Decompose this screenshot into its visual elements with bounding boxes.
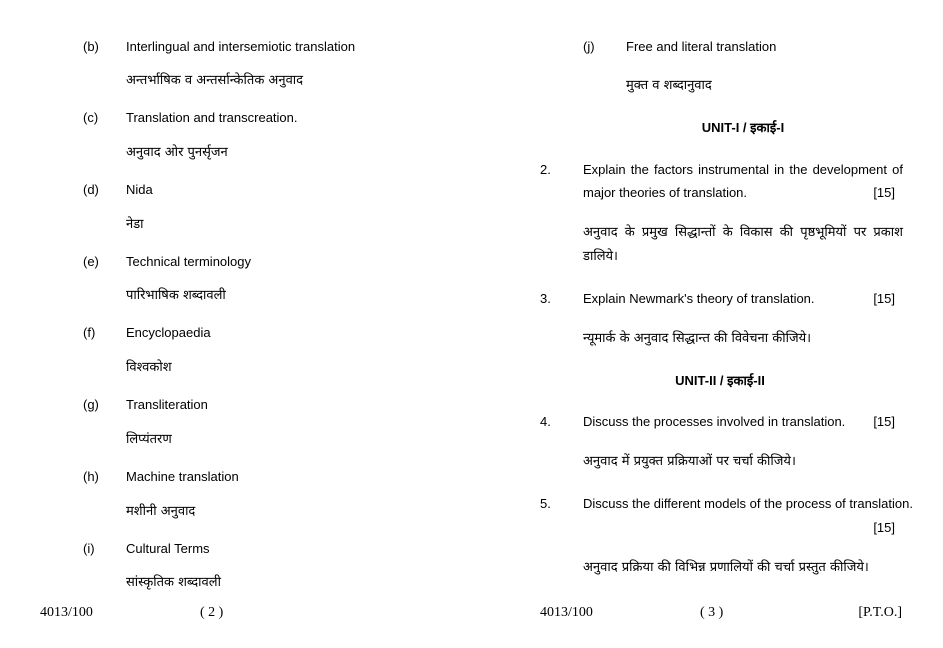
question-marks: [15] [873,291,895,306]
item-english: Machine translation [126,469,239,484]
item-label: (g) [83,397,99,412]
item-english: Interlingual and intersemiotic translation [126,39,356,54]
question-number: 5. [540,496,551,511]
item-label: (j) [583,39,595,54]
item-english: Cultural Terms [126,541,210,556]
item-english: Nida [126,182,153,197]
question-number: 4. [540,414,551,429]
question-number: 2. [540,162,551,177]
paper-code: 4013/100 [540,605,593,620]
item-hindi: अन्तर्भाषिक व अन्तर्सान्केतिक अनुवाद [126,73,304,88]
item-label: (b) [83,39,99,54]
page-number: ( 3 ) [700,605,724,620]
item-english: Translation and transcreation. [126,110,298,125]
question-english: Explain Newmark's theory of translation. [583,291,815,306]
item-label: (e) [83,254,99,269]
pto-marker: [P.T.O.] [858,605,902,620]
item-label: (d) [83,182,99,197]
question-hindi: अनुवाद प्रक्रिया की विभिन्न प्रणालियों की चर्चा प्रस्तुत कीजिये। [583,560,869,575]
question-english: Discuss the different models of the process of translation. [583,496,913,511]
question-hindi: अनुवाद में प्रयुक्त प्रक्रियाओं पर चर्चा कीजिये। [583,454,796,469]
item-hindi: मुक्त व शब्दानुवाद [626,78,712,93]
item-english: Technical terminology [126,254,252,269]
question-hindi: अनुवाद के प्रमुख सिद्धान्तों के विकास की पृष्ठभूमियों पर प्रकाश [583,225,903,240]
question-marks: [15] [873,520,895,535]
question-english: Discuss the processes involved in translation. [583,414,846,429]
question-english-cont: major theories of translation. [583,185,748,200]
item-label: (h) [83,469,99,484]
page-number: ( 2 ) [200,605,224,620]
item-hindi: नेडा [126,217,144,232]
item-hindi: लिप्यंतरण [126,432,172,447]
item-label: (c) [83,110,99,125]
paper-code: 4013/100 [40,605,93,620]
question-marks: [15] [873,414,895,429]
item-english: Transliteration [126,397,208,412]
item-hindi: पारिभाषिक शब्दावली [126,288,226,303]
item-english: Free and literal translation [626,39,777,54]
unit-heading: UNIT-I / इकाई-I [701,120,785,135]
question-english: Explain the factors instrumental in the development of [583,162,903,177]
question-number: 3. [540,291,551,306]
question-marks: [15] [873,185,895,200]
unit-heading: UNIT-II / इकाई-II [675,373,765,388]
item-hindi: विश्वकोश [126,360,172,375]
item-english: Encyclopaedia [126,325,211,340]
question-hindi-cont: डालिये। [583,249,618,264]
item-label: (f) [83,325,96,340]
question-hindi: न्यूमार्क के अनुवाद सिद्धान्त की विवेचना कीजिये। [583,331,812,346]
item-hindi: सांस्कृतिक शब्दावली [126,575,221,590]
item-hindi: मशीनी अनुवाद [126,504,196,519]
item-hindi: अनुवाद ओर पुनर्सृजन [126,145,228,160]
item-label: (i) [83,541,95,556]
